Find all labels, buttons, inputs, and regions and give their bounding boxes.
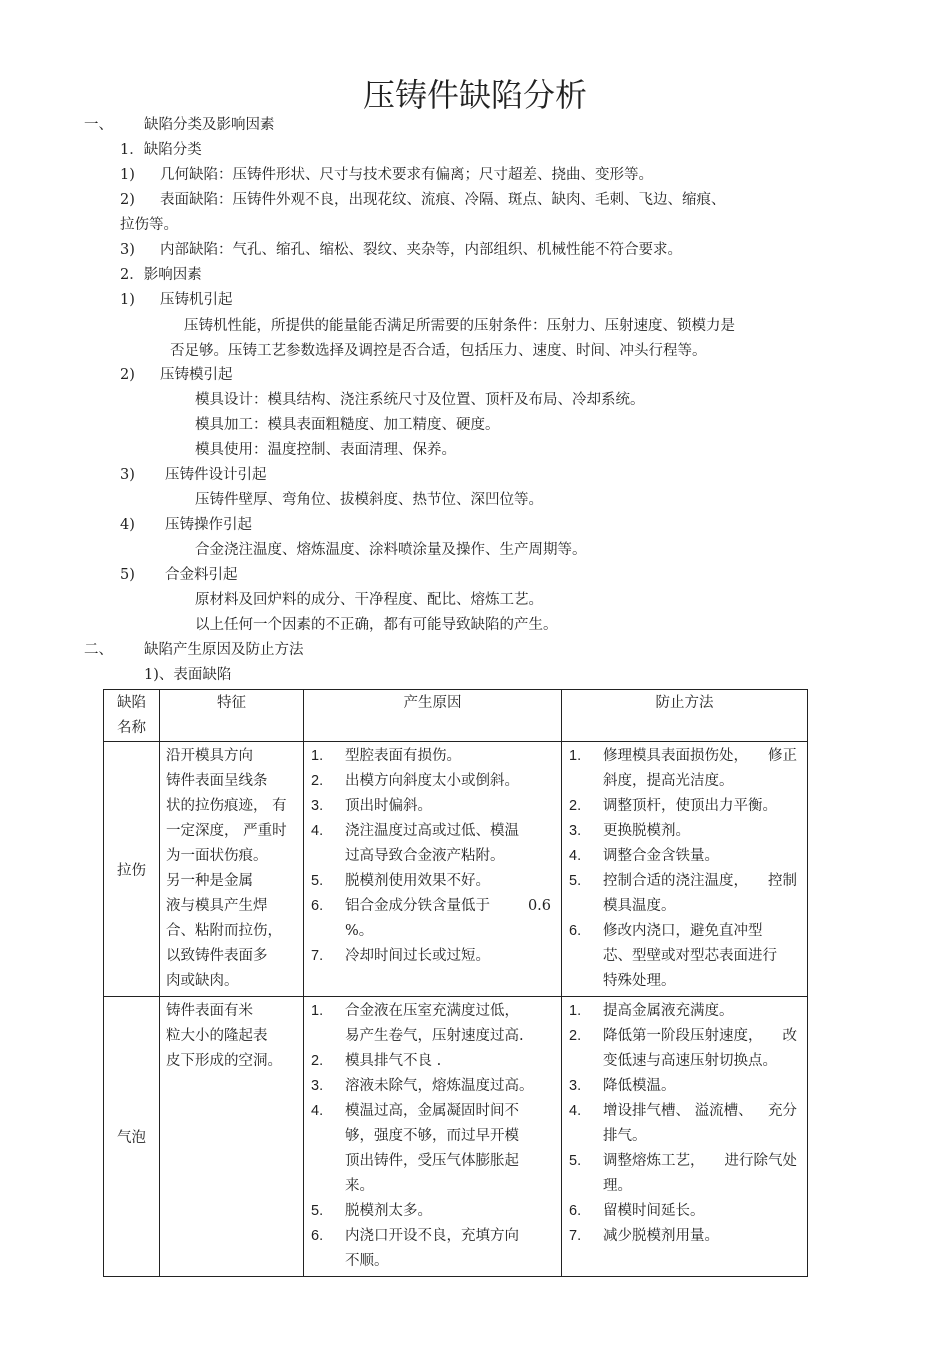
cause-item xyxy=(310,944,555,969)
prevention-text-tail: 控制 xyxy=(768,873,797,889)
table-row xyxy=(104,742,808,997)
factor-1-num: 1) xyxy=(120,292,135,308)
cause-line: 过高导致合金液产粘附。 xyxy=(345,848,505,864)
prevention-number: 1. xyxy=(569,1003,582,1019)
cause-text-tail: 0.6 xyxy=(527,898,551,914)
cause-number: 5. xyxy=(311,1203,324,1219)
cause-item xyxy=(310,1074,555,1099)
prevention-item xyxy=(568,844,801,869)
defect-type-3-num: 3) xyxy=(120,242,135,258)
prevention-number: 4. xyxy=(569,848,582,864)
cause-line: 内浇口开设不良，充填方向 xyxy=(345,1228,519,1244)
cause-line: 冷却时间过长或过短。 xyxy=(345,948,490,964)
prevention-line xyxy=(603,1099,801,1124)
prevention-text-tail: 充分 xyxy=(768,1103,797,1119)
cause-item xyxy=(310,794,555,819)
factor-5-heading: 合金料引起 xyxy=(165,567,238,583)
prevention-text: 降低第一阶段压射速度， xyxy=(603,1028,763,1044)
table-header-row xyxy=(104,690,808,742)
prevention-text: 增设排气槽、 溢流槽、 xyxy=(603,1103,753,1119)
prevention-number: 5. xyxy=(569,1153,582,1169)
prevention-number: 2. xyxy=(569,1028,582,1044)
defect-type-2-num: 2) xyxy=(120,192,135,208)
prevention-line: 更换脱模剂。 xyxy=(603,823,690,839)
cause-number: 1. xyxy=(311,1003,324,1019)
prevention-line: 特殊处理。 xyxy=(603,973,676,989)
feature-line: 合、粘附而拉伤， xyxy=(166,923,282,939)
cause-line: 溶液未除气，熔炼温度过高。 xyxy=(345,1078,534,1094)
prevention-number: 6. xyxy=(569,1203,582,1219)
header-cause: 产生原因 xyxy=(304,690,562,742)
section1-heading: 缺陷分类及影响因素 xyxy=(144,117,275,133)
factor-1-line: 否足够。压铸工艺参数选择及调控是否合适，包括压力、速度、时间、冲头行程等。 xyxy=(170,343,707,359)
cause-number: 5. xyxy=(311,873,324,889)
feature-line: 铸件表面呈线条 xyxy=(166,773,268,789)
cause-line: 顶出铸件，受压气体膨胀起 xyxy=(345,1153,519,1169)
feature-line: 铸件表面有米 xyxy=(166,1003,253,1019)
prevention-line: 排气。 xyxy=(603,1128,647,1144)
factor-2-line: 模具设计：模具结构、浇注系统尺寸及位置、顶杆及布局、冷却系统。 xyxy=(195,392,645,408)
feature-line: 以致铸件表面多 xyxy=(166,948,268,964)
cause-line: 易产生卷气，压射速度过高. xyxy=(345,1028,524,1044)
feature-line: 皮下形成的空洞。 xyxy=(166,1053,282,1069)
header-prevention: 防止方法 xyxy=(562,690,808,742)
cause-line: 型腔表面有损伤。 xyxy=(345,748,461,764)
header-defect-name xyxy=(104,690,160,742)
cause-number: 4. xyxy=(311,1103,324,1119)
prevention-item xyxy=(568,869,801,919)
section2-sub1: 1)、表面缺陷 xyxy=(144,667,232,683)
prevention-number: 7. xyxy=(569,1228,582,1244)
cause-item xyxy=(310,1224,555,1274)
defect-table xyxy=(103,689,808,1277)
cause-item xyxy=(310,869,555,894)
feature-line: 一定深度， 严重时 xyxy=(166,823,287,839)
factor-2-line: 模具加工：模具表面粗糙度、加工精度、硬度。 xyxy=(195,417,500,433)
cause-number: 4. xyxy=(311,823,324,839)
cause-line: 不顺。 xyxy=(345,1253,389,1269)
cause-number: 3. xyxy=(311,1078,324,1094)
header-feature: 特征 xyxy=(160,690,304,742)
header-name-line: 缺陷 xyxy=(117,695,146,711)
defect-name: 气泡 xyxy=(104,997,160,1277)
prevention-number: 4. xyxy=(569,1103,582,1119)
feature-line: 另一种是金属 xyxy=(166,873,253,889)
cause-line: 脱模剂太多。 xyxy=(345,1203,432,1219)
feature-line: 状的拉伤痕迹， 有 xyxy=(166,798,287,814)
prevention-line xyxy=(603,744,801,769)
factor-4-num: 4) xyxy=(120,517,135,533)
table-row xyxy=(104,997,808,1277)
factor-3-line: 压铸件壁厚、弯角位、拔模斜度、热节位、深凹位等。 xyxy=(195,492,543,508)
defect-type-3-text: 内部缺陷：气孔、缩孔、缩松、裂纹、夹杂等，内部组织、机械性能不符合要求。 xyxy=(160,242,682,258)
factor-1-line: 压铸机性能，所提供的能量能否满足所需要的压射条件：压射力、压射速度、锁模力是 xyxy=(184,318,735,334)
prevention-number: 3. xyxy=(569,823,582,839)
prevention-line xyxy=(603,869,801,894)
defect-type-1-num: 1) xyxy=(120,167,135,183)
cause-item xyxy=(310,1049,555,1074)
cause-item xyxy=(310,744,555,769)
prevention-line: 留模时间延长。 xyxy=(603,1203,705,1219)
prevention-text: 调整熔炼工艺， xyxy=(603,1153,705,1169)
feature-line: 液与模具产生焊 xyxy=(166,898,268,914)
cause-number: 6. xyxy=(311,1228,324,1244)
cause-number: 3. xyxy=(311,798,324,814)
prevention-item xyxy=(568,1099,801,1149)
prevention-line: 调整合金含铁量。 xyxy=(603,848,719,864)
prevention-item xyxy=(568,794,801,819)
factor-1-heading: 压铸机引起 xyxy=(160,292,233,308)
feature-cell xyxy=(160,742,304,997)
prevention-text-tail: 改 xyxy=(782,1028,797,1044)
cause-line: 模具排气不良 . xyxy=(345,1053,442,1069)
factor-2-num: 2) xyxy=(120,367,135,383)
cause-item xyxy=(310,769,555,794)
prevention-line: 变低速与高速压射切换点。 xyxy=(603,1053,777,1069)
prevention-item xyxy=(568,1149,801,1199)
cause-number: 2. xyxy=(311,773,324,789)
cause-line: 脱模剂使用效果不好。 xyxy=(345,873,490,889)
section2-marker: 二、 xyxy=(84,642,113,658)
factor-5-line: 原材料及回炉料的成分、干净程度、配比、熔炼工艺。 xyxy=(195,592,543,608)
cause-item xyxy=(310,1199,555,1224)
prevention-number: 3. xyxy=(569,1078,582,1094)
cause-line: 来。 xyxy=(345,1178,374,1194)
cause-item xyxy=(310,999,555,1049)
cause-text: 铝合金成分铁含量低于 xyxy=(345,898,490,914)
prevention-line: 芯、型壁或对型芯表面进行 xyxy=(603,948,777,964)
prevention-line: 提高金属液充满度。 xyxy=(603,1003,734,1019)
prevention-number: 1. xyxy=(569,748,582,764)
prevention-line: 模具温度。 xyxy=(603,898,676,914)
factor-2-heading: 压铸模引起 xyxy=(160,367,233,383)
prevention-text: 控制合适的浇注温度， xyxy=(603,873,748,889)
cause-line: 顶出时偏斜。 xyxy=(345,798,432,814)
prevention-list xyxy=(562,997,807,1251)
defect-name: 拉伤 xyxy=(104,742,160,997)
prevention-line: 理。 xyxy=(603,1178,632,1194)
prevention-line: 斜度，提高光洁度。 xyxy=(603,773,734,789)
defect-type-2-text: 表面缺陷：压铸件外观不良，出现花纹、流痕、冷隔、斑点、缺肉、毛刺、飞边、缩痕、 xyxy=(160,192,726,208)
cause-line: %。 xyxy=(345,923,374,939)
prevention-cell xyxy=(562,997,808,1277)
cause-line: 合金液在压室充满度过低， xyxy=(345,1003,519,1019)
cause-number: 6. xyxy=(311,898,324,914)
prevention-line: 修改内浇口，避免直冲型 xyxy=(603,923,763,939)
cause-line: 浇注温度过高或过低、模温 xyxy=(345,823,519,839)
prevention-list xyxy=(562,742,807,996)
prevention-number: 6. xyxy=(569,923,582,939)
section1-sub2: 2．影响因素 xyxy=(120,267,202,283)
cause-number: 2. xyxy=(311,1053,324,1069)
prevention-item xyxy=(568,1024,801,1074)
feature-cell xyxy=(160,997,304,1277)
defect-type-1-text: 几何缺陷：压铸件形状、尺寸与技术要求有偏离；尺寸超差、挠曲、变形等。 xyxy=(160,167,653,183)
factor-3-num: 3) xyxy=(120,467,135,483)
factor-5-line: 以上任何一个因素的不正确，都有可能导致缺陷的产生。 xyxy=(195,617,558,633)
prevention-line: 调整顶杆，使顶出力平衡。 xyxy=(603,798,777,814)
cause-cell xyxy=(304,997,562,1277)
cause-item xyxy=(310,1099,555,1199)
cause-cell xyxy=(304,742,562,997)
prevention-item xyxy=(568,1074,801,1099)
cause-list xyxy=(304,742,561,971)
factor-2-line: 模具使用：温度控制、表面清理、保养。 xyxy=(195,442,456,458)
cause-number: 7. xyxy=(311,948,324,964)
feature-line: 肉或缺肉。 xyxy=(166,973,239,989)
cause-line: 够，强度不够，而过早开模 xyxy=(345,1128,519,1144)
prevention-item xyxy=(568,819,801,844)
feature-line: 为一面状伤痕。 xyxy=(166,848,268,864)
section1-sub1: 1．缺陷分类 xyxy=(120,142,202,158)
header-name-line: 名称 xyxy=(117,720,146,736)
prevention-line xyxy=(603,1024,801,1049)
prevention-text-tail: 进行除气处 xyxy=(724,1153,797,1169)
page-title: 压铸件缺陷分析 xyxy=(362,76,587,114)
prevention-item xyxy=(568,744,801,794)
prevention-item xyxy=(568,1224,801,1249)
prevention-item xyxy=(568,999,801,1024)
prevention-text: 修理模具表面损伤处， xyxy=(603,748,748,764)
section2-heading: 缺陷产生原因及防止方法 xyxy=(144,642,304,658)
prevention-line: 减少脱模剂用量。 xyxy=(603,1228,719,1244)
prevention-number: 2. xyxy=(569,798,582,814)
defect-type-2-cont: 拉伤等。 xyxy=(120,217,178,233)
cause-number: 1. xyxy=(311,748,324,764)
prevention-number: 5. xyxy=(569,873,582,889)
prevention-line: 降低模温。 xyxy=(603,1078,676,1094)
cause-line xyxy=(345,894,555,919)
feature-line: 沿开模具方向 xyxy=(166,748,253,764)
prevention-item xyxy=(568,1199,801,1224)
prevention-cell xyxy=(562,742,808,997)
feature-line: 粒大小的隆起表 xyxy=(166,1028,268,1044)
prevention-item xyxy=(568,919,801,994)
cause-item xyxy=(310,819,555,869)
prevention-text-tail: 修正 xyxy=(768,748,797,764)
factor-3-heading: 压铸件设计引起 xyxy=(165,467,267,483)
cause-line: 出模方向斜度太小或倒斜。 xyxy=(345,773,519,789)
prevention-line xyxy=(603,1149,801,1174)
section1-marker: 一、 xyxy=(84,117,113,133)
factor-4-heading: 压铸操作引起 xyxy=(165,517,252,533)
cause-list xyxy=(304,997,561,1276)
cause-line: 模温过高，金属凝固时间不 xyxy=(345,1103,519,1119)
factor-5-num: 5) xyxy=(120,567,135,583)
factor-4-line: 合金浇注温度、熔炼温度、涂料喷涂量及操作、生产周期等。 xyxy=(195,542,587,558)
cause-item xyxy=(310,894,555,944)
